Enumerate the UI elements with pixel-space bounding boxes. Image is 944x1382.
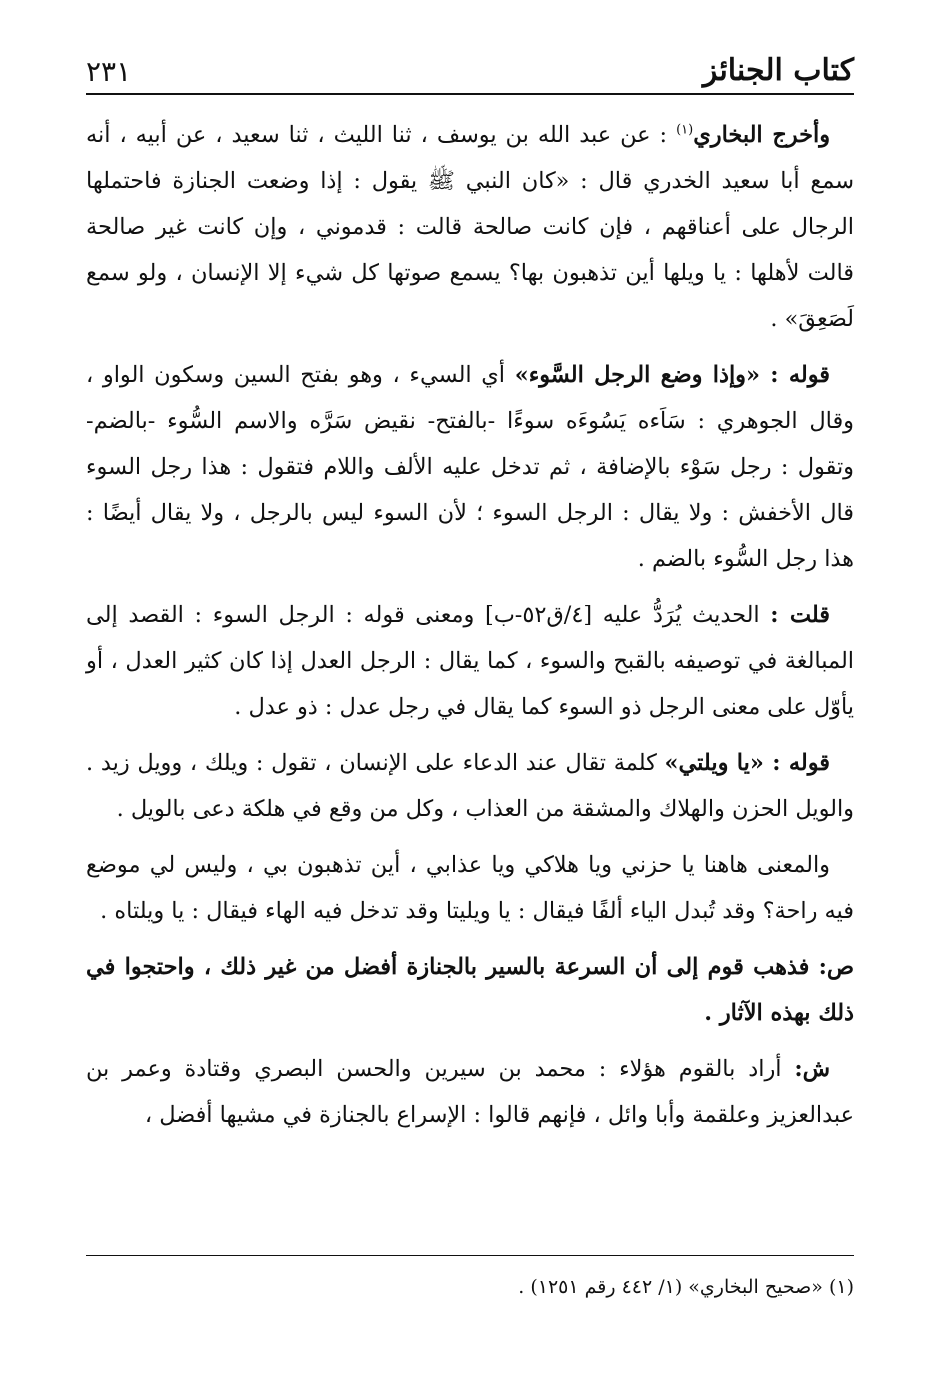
header-rule [86, 93, 854, 95]
paragraph-rajul-saw [86, 352, 854, 582]
paragraph-text: أراد بالقوم هؤلاء : محمد بن سيرين والحسن البصري وقتادة وعمر بن عبدالعزيز وعلقمة وأبا وائل ، فإنهم قالوا : الإسراع بالجنازة في مشيها أفضل ، [86, 1056, 854, 1128]
paragraph-text: والمعنى هاهنا يا حزني ويا هلاكي ويا عذابي ، أين تذهبون بي ، وليس لي موضع فيه راحة؟ وقد تُبدل الياء ألفًا فيقال : يا ويليتا وقد تدخل فيه الهاء فيقال : يا ويلتاه . [86, 852, 854, 924]
page-number: ٢٣١ [86, 55, 132, 88]
paragraph-text: أي السيء ، وهو بفتح السين وسكون الواو ، وقال الجوهري : سَاَءه يَسُوءَه سوءًا -بالفتح- نقيض سَرَّه والاسم السُّوء -بالضم- وتقول : رجل سَوْء بالإضافة ، ثم تدخل عليه الألف واللام فتقول : هذا رجل السوء قال الأخفش : ولا يقال : الرجل السوء ؛ لأن السوء ليس بالرجل ، ولا يقال أيضًا : هذا رجل السُّوء بالضم . [86, 362, 854, 572]
paragraph-sad [86, 944, 854, 1036]
paragraph-lead: قوله : «وإذا وضع الرجل السَّوء» [514, 362, 830, 388]
paragraph-text: الحديث يُرَدُّ عليه [٤/ق٥٢-ب] ومعنى قوله : الرجل السوء : القصد إلى المبالغة في توصيفه بالقبح والسوء ، كما يقال : الرجل العدل إذا كان كثير العدل ، أو يأوّل على معنى الرجل ذو السوء كما يقال في رجل عدل : ذو عدل . [86, 602, 854, 720]
chapter-title: كتاب الجنائز [702, 53, 854, 88]
paragraph-lead: قوله : «يا ويلتي» [664, 750, 830, 776]
footnote: (١) «صحيح البخاري» (١/ ٤٤٢ رقم ١٢٥١) . [518, 1276, 854, 1298]
footnote-rule [86, 1255, 854, 1256]
main-text [86, 112, 854, 1148]
paragraph-qultu [86, 592, 854, 730]
paragraph-text: : عن عبد الله بن يوسف ، ثنا الليث ، ثنا سعيد ، عن أبيه ، أنه سمع أبا سعيد الخدري قال : «كان النبي ﷺ يقول : إذا وضعت الجنازة فاحتملها الرجال على أعناقهم ، فإن كانت صالحة قالت : قدموني ، وإن كانت غير صالحة قالت لأهلها : يا ويلها أين تذهبون بها؟ يسمع صوتها كل شيء إلا الإنسان ، ولو سمع لَصَعِقَ» . [86, 122, 854, 332]
paragraph-lead: ش: [794, 1056, 830, 1082]
paragraph-ya-waylati [86, 740, 854, 832]
paragraph-shin [86, 1046, 854, 1138]
paragraph-lead: قلت : [770, 602, 830, 628]
paragraph-text: كلمة تقال عند الدعاء على الإنسان ، تقول : ويلك ، وويل زيد . والويل الحزن والهلاك والمشقة من العذاب ، وكل من وقع في هلكة دعى بالويل . [86, 750, 854, 822]
paragraph-text: ص: فذهب قوم إلى أن السرعة بالسير بالجنازة أفضل من غير ذلك ، واحتجوا في ذلك بهذه الآثار . [86, 954, 854, 1026]
page-header [86, 38, 854, 88]
footnote-ref: (١) [676, 122, 694, 138]
paragraph-meaning [86, 842, 854, 934]
paragraph-lead: وأخرج البخاري [693, 122, 831, 148]
paragraph-bukhari [86, 112, 854, 342]
